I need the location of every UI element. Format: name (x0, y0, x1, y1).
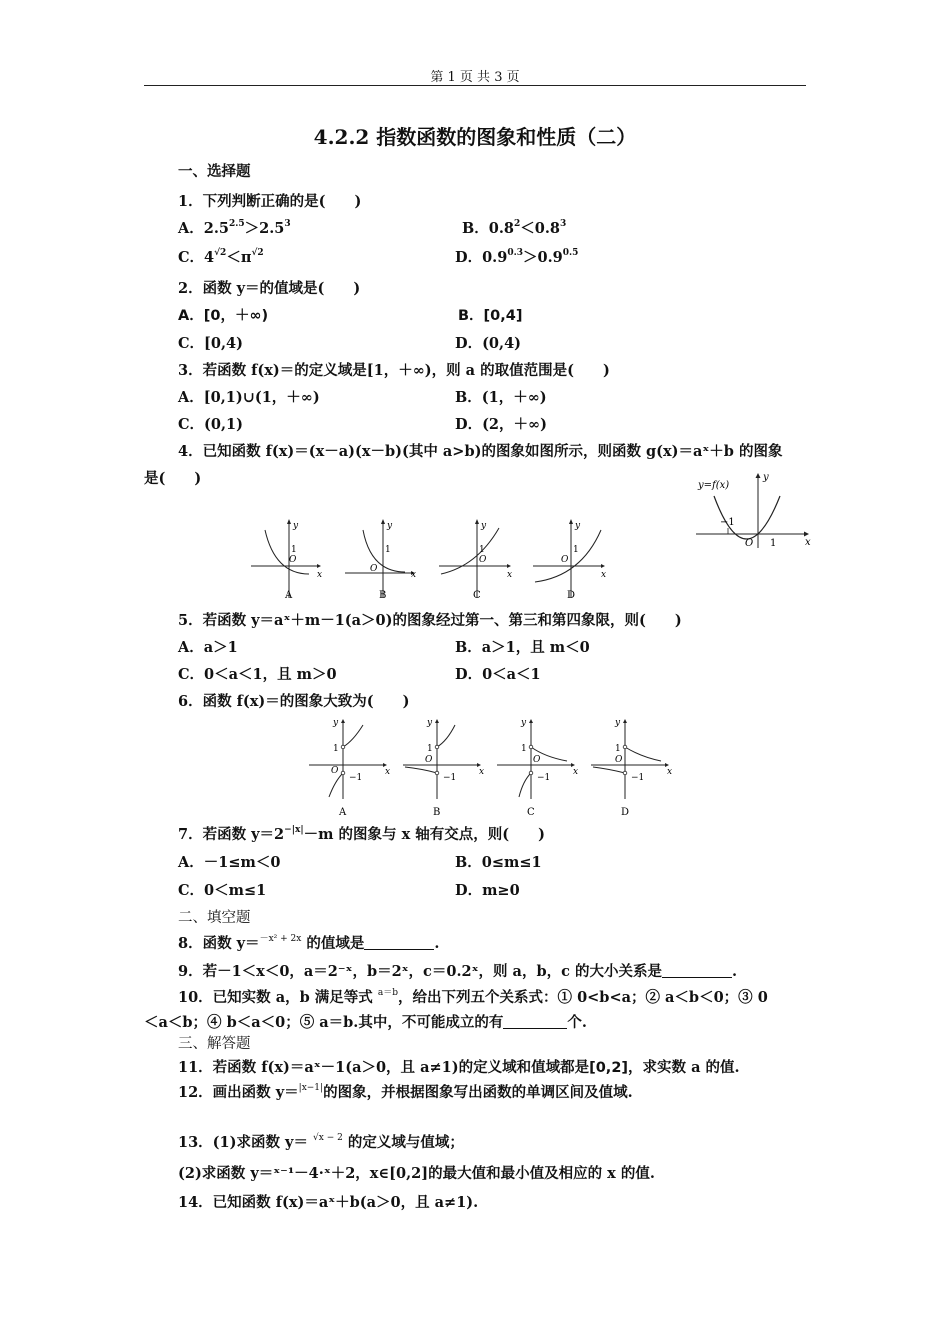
q4-stem: 4．已知函数 f(x)＝(x－a)(x－b)(其中 a>b)的图象如图所示，则函数 g(x)＝aˣ＋b 的图象 (178, 443, 783, 460)
q10-line1 (178, 988, 768, 1008)
q6-option-graphs (305, 717, 680, 819)
q4-graph-d (533, 519, 606, 601)
q4-b-1: 1 (385, 545, 391, 555)
q6-graph-b (403, 718, 484, 818)
q7-stem-exp: −|x| (284, 825, 304, 835)
q4-c-x: x (507, 570, 513, 580)
section-fill-heading: 二、填空题 (178, 910, 251, 926)
q4-a-1: 1 (291, 545, 297, 555)
q7-option-a: A．－1≤m＜0 (178, 854, 281, 871)
q6-d-y: y (615, 718, 621, 728)
q4-ref-y: y (763, 472, 769, 483)
q6-graph-d (591, 718, 672, 818)
q11-line (178, 1058, 740, 1078)
q1-b-base: B．0.8 (462, 220, 514, 237)
q8-post: 的值域是 (306, 935, 365, 952)
q4-ref-o: O (745, 538, 754, 549)
q1-option-b (462, 219, 566, 239)
q4-d-o: O (561, 555, 569, 565)
q4-graph-b (345, 519, 416, 601)
q1-option-a (178, 219, 291, 239)
q1-a-base: A．2.5 (178, 220, 229, 237)
q3-stem: 3．若函数 f(x)＝的定义域是[1，＋∞)，则 a 的取值范围是( ) (178, 362, 610, 379)
q6-c-m1: −1 (537, 773, 551, 783)
q4-ref-label: y=f(x) (698, 480, 730, 491)
q3-option-b: B．(1，＋∞) (455, 389, 547, 406)
q4-graph-a (251, 519, 322, 601)
q1-d-base: D．0.9 (455, 249, 508, 266)
q10-line2-text: ＜a＜b；④ b＜a＜0；⑤ a＝b.其中，不可能成立的有 (144, 1014, 504, 1031)
q9-pre: 9．若－1＜x＜0，a＝2⁻ˣ，b＝2ˣ，c＝0.2ˣ，则 a，b，c 的大小关系是 (178, 963, 662, 980)
q13-line2: (2)求函数 y＝ˣ⁻¹－4·ˣ＋2，x∈[0,2]的最大值和最小值及相应的 x 的值. (178, 1165, 655, 1182)
q8-exp: －x² + 2x (259, 934, 302, 944)
q4-b-y: y (387, 521, 393, 531)
q2-option-d: D．(0,4) (455, 335, 522, 352)
q1-c-base: C．4 (178, 249, 215, 266)
q6-b-m1: −1 (443, 773, 457, 783)
q6-b-label: B (433, 807, 441, 818)
q1-d-exp2: 0.5 (562, 248, 579, 258)
q7-option-b: B．0≤m≤1 (455, 854, 542, 871)
q7-option-d: D．m≥0 (455, 882, 520, 899)
q4-ref-m1: −1 (720, 517, 735, 528)
q8-end: . (434, 935, 440, 952)
q10-mid: a＝b (377, 988, 399, 998)
q6-b-x: x (479, 767, 485, 777)
q3-option-d: D．(2，＋∞) (455, 416, 547, 433)
q1-stem: 1．下列判断正确的是( ) (178, 193, 362, 210)
q6-a-y: y (333, 718, 339, 728)
q4-c-1: 1 (479, 545, 485, 555)
q7-stem-pre: 7．若函数 y＝2 (178, 826, 285, 843)
q1-b-exp2: 3 (559, 219, 567, 229)
q7-option-c: C．0＜m≤1 (178, 882, 267, 899)
q6-a-label: A (339, 807, 347, 818)
q10-end: 个. (567, 1014, 587, 1031)
q4-reference-graph (692, 470, 812, 550)
q8-answer-blank[interactable] (364, 935, 434, 950)
q10-post: ，给出下列五个关系式：① 0<b<a；② a＜b＜0；③ 0 (398, 989, 768, 1006)
q11-pre: 11．若函数 f(x)＝aˣ－1(a＞0，且 a≠1)的定义域和值域都是 (178, 1059, 590, 1076)
q5-option-c: C．0＜a＜1，且 m＞0 (178, 666, 337, 683)
q3-option-a: A．[0,1)∪(1，＋∞) (178, 389, 320, 406)
q8-line (178, 934, 439, 954)
q13-line1 (178, 1133, 464, 1153)
q12-exp: |x−1| (298, 1083, 324, 1093)
q7-stem (178, 825, 545, 845)
q6-d-x: x (667, 767, 673, 777)
q4-stem-cont: 是( ) (144, 470, 202, 487)
q10-line2 (144, 1013, 587, 1033)
q4-d-x: x (601, 570, 607, 580)
q4-c-label: C (473, 590, 481, 601)
q4-c-o: O (479, 555, 487, 565)
q5-option-a: A．a＞1 (178, 639, 238, 656)
q1-a-exp2: 3 (284, 219, 291, 229)
q6-a-o: O (331, 766, 339, 776)
q11-bracket: [0,2] (589, 1060, 629, 1076)
q6-a-1: 1 (333, 744, 339, 754)
q10-pre: 10．已知实数 a，b 满足等式 (178, 989, 373, 1006)
q1-d-exp: 0.3 (507, 248, 523, 258)
q4-d-1: 1 (573, 545, 579, 555)
q4-c-y: y (481, 521, 487, 531)
q6-d-o: O (615, 755, 623, 765)
q4-d-y: y (575, 521, 581, 531)
q13-exp: √x − 2 (313, 1133, 343, 1143)
section-solve-heading: 三、解答题 (178, 1036, 251, 1052)
q4-a-o: O (289, 555, 297, 565)
q6-b-1: 1 (427, 744, 433, 754)
q1-c-exp2: √2 (251, 248, 264, 258)
q6-a-m1: −1 (349, 773, 363, 783)
q6-graph-c (497, 718, 578, 818)
page-header: 第 1 页 共 3 页 (430, 70, 520, 85)
q4-a-x: x (317, 570, 323, 580)
q12-post: 的图象，并根据图象写出函数的单调区间及值域. (323, 1084, 633, 1101)
q4-b-label: B (379, 590, 387, 601)
q4-option-graphs (245, 516, 625, 608)
q1-b-mid: ＜0.8 (520, 220, 560, 237)
q1-c-exp: √2 (214, 248, 227, 258)
q2-option-b: B．[0,4] (458, 308, 523, 324)
q1-option-c (178, 248, 264, 268)
q5-stem: 5．若函数 y＝aˣ＋m－1(a＞0)的图象经过第一、第三和第四象限，则( ) (178, 612, 682, 629)
q2-option-c: C．[0,4) (178, 335, 243, 352)
q6-d-1: 1 (615, 744, 621, 754)
q6-c-x: x (573, 767, 579, 777)
q4-graph-c (439, 519, 512, 601)
q6-c-y: y (521, 718, 527, 728)
q9-answer-blank[interactable] (662, 963, 732, 978)
q4-a-label: A (285, 590, 293, 601)
q4-ref-1: 1 (770, 538, 777, 549)
q1-b-exp: 2 (513, 219, 521, 229)
q6-d-label: D (621, 807, 630, 818)
q4-a-y: y (293, 521, 299, 531)
q9-end: . (731, 963, 738, 980)
q3-option-c: C．(0,1) (178, 416, 243, 433)
q1-a-exp: 2.5 (228, 219, 245, 229)
q9-line (178, 962, 737, 982)
q1-option-d (455, 248, 578, 268)
q4-d-label: D (567, 590, 576, 601)
q1-c-mid: ＜π (226, 249, 252, 266)
q10-answer-blank[interactable] (503, 1014, 567, 1029)
header-rule (144, 85, 806, 86)
q1-a-mid: ＞2.5 (244, 220, 285, 237)
q6-c-label: C (527, 807, 535, 818)
q6-b-o: O (425, 755, 433, 765)
q12-line (178, 1083, 633, 1103)
section-choice-heading: 一、选择题 (178, 163, 251, 180)
q1-d-mid: ＞0.9 (522, 249, 563, 266)
q6-d-m1: −1 (631, 773, 645, 783)
q12-pre: 12．画出函数 y＝ (178, 1084, 299, 1101)
q6-a-x: x (385, 767, 391, 777)
q4-ref-x: x (805, 537, 811, 548)
q6-c-1: 1 (521, 744, 527, 754)
q11-post: ，求实数 a 的值. (628, 1059, 740, 1076)
q2-stem: 2．函数 y＝的值域是( ) (178, 280, 361, 297)
q6-stem: 6．函数 f(x)＝的图象大致为( ) (178, 693, 410, 710)
q5-option-b: B．a＞1，且 m＜0 (455, 639, 590, 656)
q4-b-o: O (370, 564, 378, 574)
q2-option-a: A．[0，＋∞) (178, 308, 269, 324)
q13-post: 的定义域与值域； (347, 1134, 464, 1151)
q6-c-o: O (533, 755, 541, 765)
q7-stem-end: －m 的图象与 x 轴有交点，则( ) (303, 826, 545, 843)
q4-b-x: x (411, 570, 417, 580)
q6-graph-a (309, 718, 390, 818)
document-title: 4.2.2 指数函数的图象和性质（二） (313, 125, 637, 149)
q14-line: 14．已知函数 f(x)＝aˣ＋b(a＞0，且 a≠1). (178, 1194, 479, 1211)
q5-option-d: D．0＜a＜1 (455, 666, 541, 683)
q13-pre: 13．(1)求函数 y＝ (178, 1134, 308, 1151)
q8-pre: 8．函数 y＝ (178, 935, 260, 952)
q6-b-y: y (427, 718, 433, 728)
